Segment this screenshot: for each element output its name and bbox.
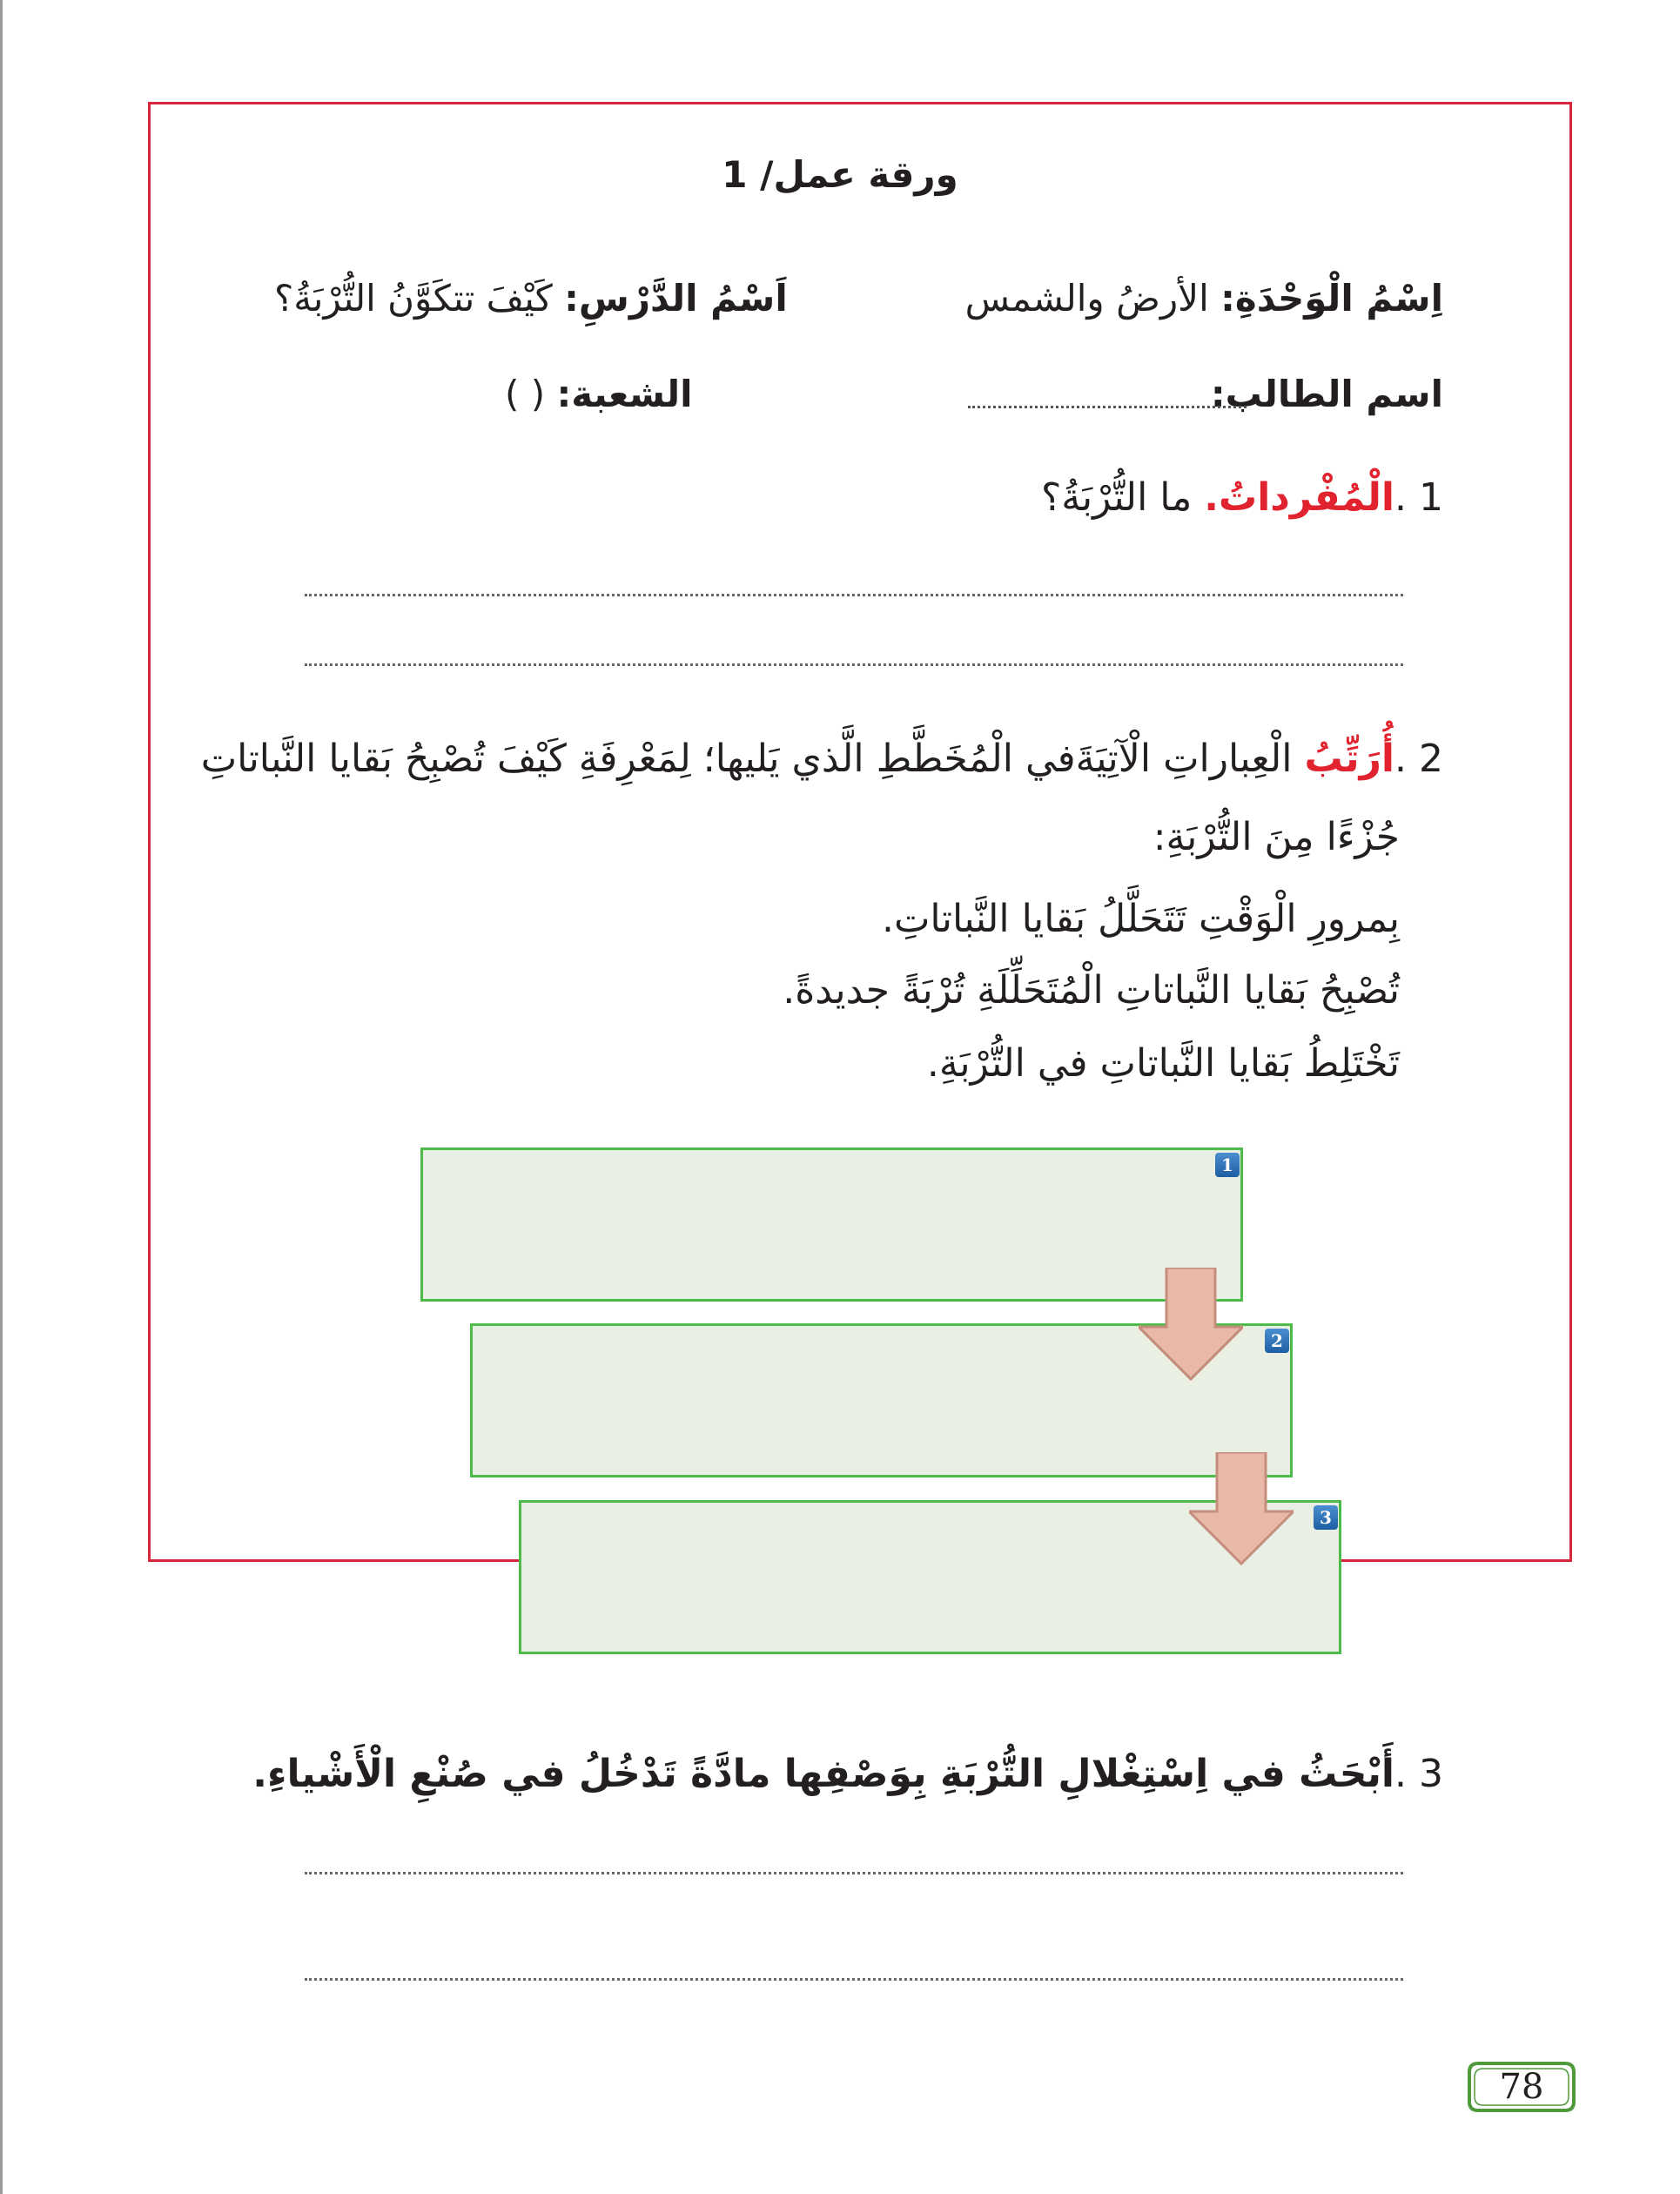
statement-3: تَخْتَلِطُ بَقايا النَّباتاتِ في التُّرْبَةِ. xyxy=(926,1041,1400,1086)
statement-1: بِمرورِ الْوَقْتِ تَتَحَلَّلُ بَقايا النَّباتاتِ. xyxy=(881,897,1400,941)
box-number-badge-3: 3 xyxy=(1314,1505,1338,1530)
unit-name xyxy=(965,277,1443,320)
section-field xyxy=(505,373,693,415)
down-arrow-icon xyxy=(1139,1268,1243,1381)
statement-2: تُصْبِحُ بَقايا النَّباتاتِ الْمُتَحَلِّلَةِ تُرْبَةً جديدةً. xyxy=(783,968,1400,1013)
answer-line-1a[interactable] xyxy=(305,594,1403,596)
question-2-text: الْعِباراتِ الْآتِيَةَفي الْمُخَطَّطِ الَّذي يَليها؛ لِمَعْرِفَةِ كَيْفَ تُصْبِحُ بَقايا النَّباتاتِ xyxy=(200,737,1293,781)
unit-value: الأرضُ والشمس xyxy=(964,277,1209,320)
question-3-number: 3 . xyxy=(1394,1752,1443,1796)
section-label: الشعبة: xyxy=(556,373,693,415)
question-1-text: ما التُّرْبَةُ؟ xyxy=(1040,475,1193,520)
student-name-label: اسم الطالب: xyxy=(1210,373,1443,415)
down-arrow-icon xyxy=(1189,1452,1294,1565)
answer-line-1b[interactable] xyxy=(305,663,1403,666)
box-number-badge-2: 2 xyxy=(1265,1329,1289,1353)
question-2-keyword: أُرَتِّبُ xyxy=(1304,737,1395,781)
question-3 xyxy=(252,1752,1443,1796)
box-number-badge-1: 1 xyxy=(1215,1153,1240,1177)
page-edge-rule xyxy=(0,0,3,2194)
question-2-line1 xyxy=(201,737,1443,781)
section-value[interactable]: ( ) xyxy=(505,373,546,415)
page-number: 78 xyxy=(1499,2067,1544,2107)
lesson-label: اَسْمُ الدَّرْسِ: xyxy=(564,277,788,320)
answer-line-3b[interactable] xyxy=(305,1978,1403,1981)
question-3-text: أَبْحَثُ في اِسْتِغْلالِ التُّرْبَةِ بِوَصْفِها مادَّةً تَدْخُلُ في صُنْعِ الْأَشْياءِ. xyxy=(252,1752,1395,1796)
question-2-number: 2 . xyxy=(1394,737,1443,781)
worksheet-title: ورقة عمل/ 1 xyxy=(722,153,958,196)
question-2-line2: جُزْءًا مِنَ التُّرْبَةِ: xyxy=(1152,815,1400,859)
question-1-number: 1 . xyxy=(1394,475,1443,520)
student-name-field[interactable] xyxy=(968,406,1247,408)
question-1 xyxy=(1041,475,1443,520)
unit-label: اِسْمُ الْوَحْدَةِ: xyxy=(1220,277,1443,320)
lesson-value: كَيْفَ تتكَوَّنُ التُّرْبَةُ؟ xyxy=(274,277,553,320)
question-1-keyword: الْمُفْرداتُ. xyxy=(1204,475,1395,520)
lesson-name xyxy=(274,277,788,320)
answer-box-1[interactable] xyxy=(420,1147,1243,1302)
answer-line-3a[interactable] xyxy=(305,1872,1403,1874)
